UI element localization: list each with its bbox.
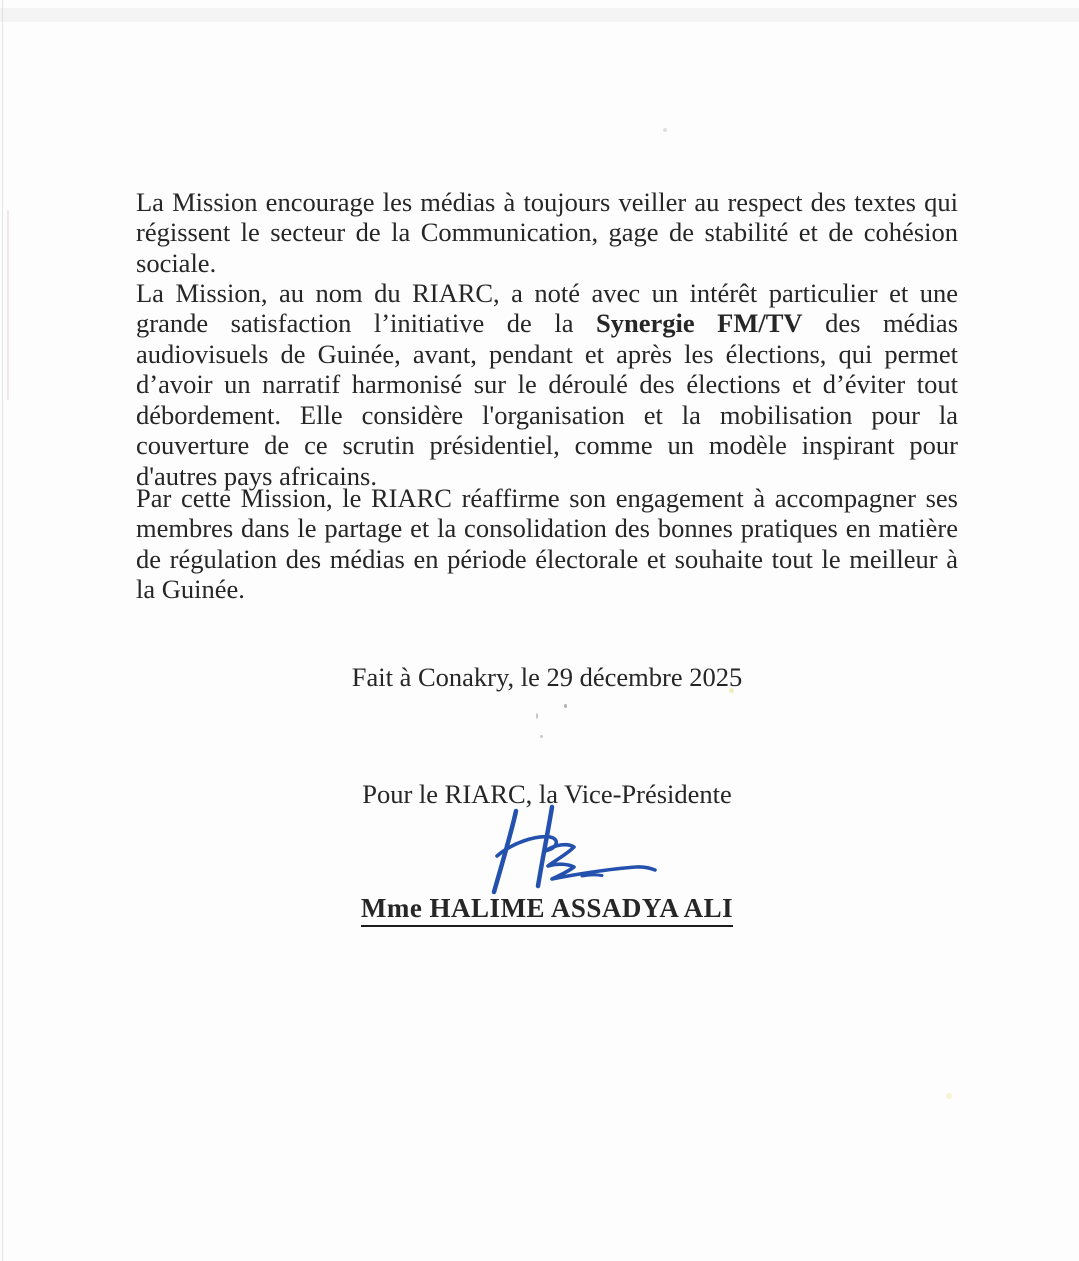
scan-edge-mark	[7, 210, 9, 400]
scan-speck	[536, 713, 538, 719]
scan-speck	[540, 735, 543, 738]
paragraph-respect-des-textes: La Mission encourage les médias à toujours veiller au respect des textes qui régissent le secteur de la Communication, gage de stabilité et de cohésion sociale.	[136, 186, 958, 278]
paragraph-2-text-before: La Mission, au nom du RIARC, a noté avec un intérêt particulier et une grande satisfaction l’initiative de la	[136, 277, 958, 338]
scan-artifact-band	[0, 8, 1079, 22]
signature-role-line: Pour le RIARC, la Vice-Présidente	[362, 779, 732, 809]
scan-speck	[663, 128, 667, 132]
signatory-name	[136, 893, 958, 927]
paragraph-2-text-after: des médias audiovisuels de Guinée, avant, pendant et après les élections, qui permet d’avoir un narratif harmonisé sur le déroulé des élections et d’éviter tout débordement. Elle considère l'organisation et la mobilisation pour la couverture de ce scrutin présidentiel, comme un modèle inspirant pour d'autres pays africains.	[136, 308, 959, 491]
dateline: Fait à Conakry, le 29 décembre 2025	[351, 662, 743, 692]
signatory-name-text: Mme HALIME ASSADYA ALI	[361, 893, 733, 927]
scan-speck	[564, 704, 567, 708]
paragraph-synergie-fmtv	[136, 278, 958, 492]
paragraph-engagement-riarc: Par cette Mission, le RIARC réaffirme son engagement à accompagner ses membres dans le partage et la consolidation des bonnes pratiques en matière de régulation des médias en période électorale et souhaite tout le meilleur à la Guinée.	[136, 482, 958, 604]
signature-ink-strokes	[484, 804, 674, 899]
handwritten-signature	[484, 804, 674, 899]
synergie-fmtv-bold-text: Synergie FM/TV	[596, 308, 803, 338]
scan-speck	[946, 1093, 952, 1099]
scan-edge-line	[2, 0, 3, 1261]
